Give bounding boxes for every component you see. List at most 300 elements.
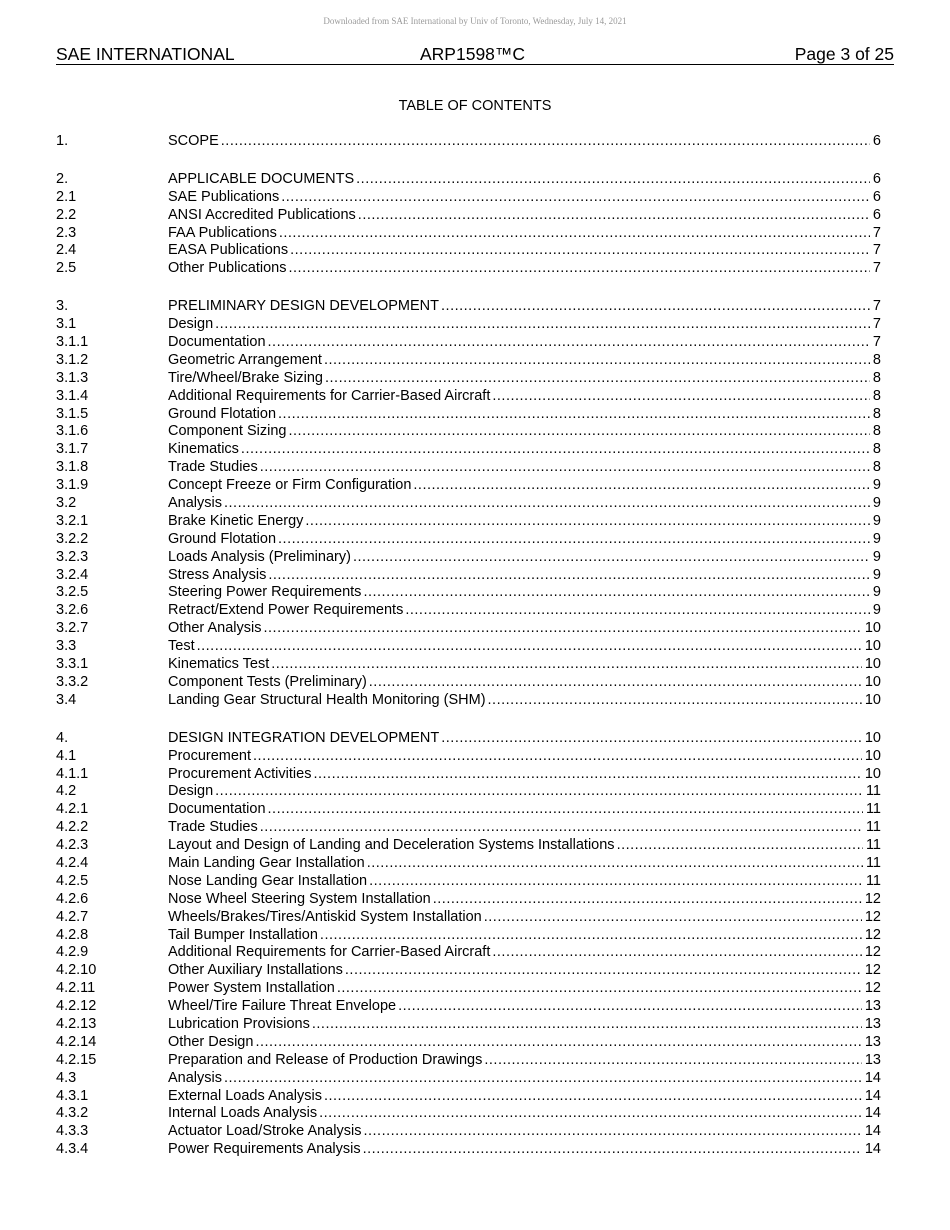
dot-leader [288,260,869,278]
toc-entry-line [168,406,881,424]
toc-entry-line [168,352,881,370]
toc-entry-line [168,801,881,819]
toc-entry-number: 2.1 [56,188,77,205]
toc-entry-number: 2.3 [56,224,77,241]
table-of-contents [56,133,881,1179]
toc-entry-number: 4.2.10 [56,962,97,979]
toc-entry-page: 10 [864,747,881,764]
toc-entry-title: Tire/Wheel/Brake Sizing [168,369,323,386]
toc-entry-title: Kinematics Test [168,656,270,673]
toc-entry-title: APPLICABLE DOCUMENTS [168,170,355,187]
toc-entry-line [168,837,881,855]
toc-section [56,730,881,1159]
toc-entry[interactable] [56,1141,881,1159]
toc-entry-number: 3.3 [56,638,77,655]
toc-entry-number: 3.2.5 [56,584,89,601]
toc-entry-page: 6 [872,188,881,205]
toc-entry[interactable] [56,692,881,710]
toc-entry-page: 12 [864,944,881,961]
toc-entry-page: 11 [865,872,881,889]
toc-entry[interactable] [56,730,881,748]
toc-entry[interactable] [56,998,881,1016]
toc-entry-title: Analysis [168,1069,222,1086]
dot-leader [398,998,862,1016]
toc-entry[interactable] [56,207,881,225]
toc-entry[interactable] [56,441,881,459]
toc-entry-title: ANSI Accredited Publications [168,206,356,223]
dot-leader [278,406,870,424]
toc-entry[interactable] [56,513,881,531]
toc-entry-page: 11 [865,783,881,800]
toc-entry-line [168,260,881,278]
toc-entry-page: 13 [864,1033,881,1050]
toc-entry-page: 14 [864,1087,881,1104]
toc-entry[interactable] [56,944,881,962]
dot-leader [279,225,870,243]
toc-entry-line [168,730,881,748]
toc-entry-title: Landing Gear Structural Health Monitoring (SHM) [168,691,486,708]
toc-entry[interactable] [56,584,881,602]
toc-entry-line [168,1141,881,1159]
toc-entry-page: 9 [872,566,881,583]
toc-entry-number: 4.2.1 [56,801,89,818]
dot-leader [367,855,863,873]
dot-leader [405,602,870,620]
toc-entry-title: Other Publications [168,260,287,277]
toc-entry[interactable] [56,766,881,784]
dot-leader [345,962,862,980]
toc-entry-page: 13 [864,1015,881,1032]
toc-entry-page: 10 [864,673,881,690]
toc-entry-title: Wheels/Brakes/Tires/Antiskid System Installation [168,908,482,925]
toc-entry-line [168,334,881,352]
toc-entry[interactable] [56,225,881,243]
toc-entry-page: 6 [872,206,881,223]
toc-entry-page: 8 [872,387,881,404]
toc-entry[interactable] [56,495,881,513]
toc-entry-page: 13 [864,1051,881,1068]
toc-entry-line [168,819,881,837]
toc-entry-line [168,133,881,151]
dot-leader [492,388,870,406]
toc-section [56,298,881,709]
toc-entry-number: 4.2.3 [56,837,89,854]
toc-entry-line [168,316,881,334]
toc-entry-line [168,207,881,225]
toc-entry-title: Lubrication Provisions [168,1015,310,1032]
toc-entry-number: 3.1.3 [56,369,89,386]
toc-entry-page: 10 [864,638,881,655]
dot-leader [363,584,869,602]
dot-leader [324,1088,862,1106]
toc-entry-page: 8 [872,459,881,476]
toc-entry[interactable] [56,783,881,801]
toc-entry-title: Kinematics [168,441,239,458]
toc-entry[interactable] [56,1123,881,1141]
toc-entry[interactable] [56,298,881,316]
toc-entry-number: 3.2.1 [56,512,89,529]
toc-entry[interactable] [56,837,881,855]
page-header [56,44,894,65]
toc-entry-line [168,927,881,945]
dot-leader [356,171,870,189]
toc-entry-page: 9 [872,477,881,494]
toc-entry-title: Design [168,783,214,800]
toc-entry-title: Trade Studies [168,819,258,836]
dot-leader [271,656,862,674]
toc-entry-title: SCOPE [168,133,219,149]
toc-entry-page: 8 [872,441,881,458]
toc-entry-number: 4.2.5 [56,872,89,889]
toc-entry-number: 4.2.11 [56,980,96,997]
dot-leader [441,730,862,748]
toc-entry-line [168,567,881,585]
toc-entry-title: Procurement [168,747,252,764]
toc-entry-number: 3.1.8 [56,459,89,476]
toc-entry[interactable] [56,531,881,549]
toc-entry-title: Other Analysis [168,620,262,637]
toc-entry[interactable] [56,567,881,585]
dot-leader [215,783,863,801]
dot-leader [337,980,862,998]
toc-entry-title: Tail Bumper Installation [168,926,318,943]
toc-entry-page: 10 [864,620,881,637]
toc-entry-number: 4.2.6 [56,890,89,907]
toc-entry[interactable] [56,406,881,424]
toc-entry[interactable] [56,602,881,620]
toc-entry-number: 3.1.9 [56,477,89,494]
toc-entry-title: Power System Installation [168,980,335,997]
toc-entry-page: 12 [864,890,881,907]
toc-entry-page: 9 [872,495,881,512]
toc-entry-line [168,998,881,1016]
toc-entry-title: Wheel/Tire Failure Threat Envelope [168,998,397,1015]
toc-entry[interactable] [56,459,881,477]
toc-entry-number: 2. [56,170,69,187]
toc-entry-line [168,783,881,801]
toc-entry-number: 4.3.4 [56,1141,89,1158]
toc-entry[interactable] [56,352,881,370]
dot-leader [353,549,870,567]
dot-leader [369,873,863,891]
toc-entry-number: 4.3.3 [56,1123,89,1140]
toc-entry-number: 3.1.2 [56,351,89,368]
toc-entry-line [168,531,881,549]
toc-entry-line [168,620,881,638]
toc-entry-number: 3.2.6 [56,602,89,619]
dot-leader [260,819,863,837]
toc-entry-title: Nose Wheel Steering System Installation [168,890,431,907]
toc-entry-title: Component Sizing [168,423,287,440]
toc-entry[interactable] [56,549,881,567]
toc-entry-number: 3.1.5 [56,405,89,422]
toc-entry-line [168,513,881,531]
toc-entry-line [168,674,881,692]
toc-entry-number: 3.1.4 [56,387,89,404]
toc-entry-line [168,748,881,766]
dot-leader [264,620,862,638]
toc-entry-line [168,477,881,495]
toc-title: TABLE OF CONTENTS [398,98,552,114]
toc-entry[interactable] [56,801,881,819]
toc-entry[interactable] [56,980,881,998]
toc-entry-page: 12 [864,926,881,943]
toc-entry[interactable] [56,1105,881,1123]
toc-entry-page: 14 [864,1069,881,1086]
toc-entry-page: 14 [864,1141,881,1158]
toc-entry[interactable] [56,927,881,945]
toc-entry-line [168,189,881,207]
toc-entry-page: 12 [864,980,881,997]
toc-entry-title: DESIGN INTEGRATION DEVELOPMENT [168,729,440,746]
organization-name: SAE INTERNATIONAL [56,44,235,64]
toc-entry-page: 7 [872,334,881,351]
toc-entry-page: 9 [872,512,881,529]
toc-entry[interactable] [56,133,881,151]
toc-entry-number: 3.4 [56,691,77,708]
dot-leader [488,692,862,710]
dot-leader [255,1034,861,1052]
toc-section [56,133,881,151]
toc-entry-page: 9 [872,602,881,619]
dot-leader [320,927,862,945]
toc-entry-title: Other Design [168,1033,254,1050]
toc-entry-title: Actuator Load/Stroke Analysis [168,1123,362,1140]
toc-entry-title: Component Tests (Preliminary) [168,673,367,690]
toc-entry-line [168,1034,881,1052]
toc-entry-number: 4.2.13 [56,1015,97,1032]
toc-entry-title: Stress Analysis [168,566,267,583]
toc-entry-line [168,1088,881,1106]
dot-leader [268,334,870,352]
toc-entry-number: 4.2.8 [56,926,89,943]
toc-entry-page: 10 [864,765,881,782]
toc-entry-number: 4. [56,729,69,746]
dot-leader [197,638,862,656]
toc-entry-line [168,766,881,784]
toc-entry-title: Loads Analysis (Preliminary) [168,548,351,565]
toc-entry-title: Brake Kinetic Energy [168,512,304,529]
toc-entry[interactable] [56,171,881,189]
toc-entry[interactable] [56,1016,881,1034]
toc-entry[interactable] [56,370,881,388]
dot-leader [278,531,870,549]
toc-entry-title: Layout and Design of Landing and Deceleration Systems Installations [168,837,615,854]
toc-entry-title: Power Requirements Analysis [168,1141,361,1158]
toc-section [56,171,881,278]
toc-entry-page: 10 [864,656,881,673]
toc-entry-title: Ground Flotation [168,405,277,422]
toc-entry[interactable] [56,334,881,352]
toc-entry-title: Analysis [168,495,222,512]
toc-entry-title: Concept Freeze or Firm Configuration [168,477,412,494]
toc-entry-title: Internal Loads Analysis [168,1105,318,1122]
toc-entry-page: 8 [872,423,881,440]
toc-entry-page: 12 [864,962,881,979]
toc-entry-page: 11 [865,801,881,818]
dot-leader [224,1070,862,1088]
toc-entry[interactable] [56,891,881,909]
dot-leader [289,423,870,441]
toc-entry-title: Additional Requirements for Carrier-Based Aircraft [168,387,491,404]
toc-entry-number: 3.3.1 [56,656,89,673]
toc-entry-line [168,171,881,189]
toc-entry-title: PRELIMINARY DESIGN DEVELOPMENT [168,298,440,315]
dot-leader [319,1105,862,1123]
toc-entry-page: 11 [865,837,881,854]
dot-leader [441,298,870,316]
toc-entry[interactable] [56,656,881,674]
toc-entry-number: 3.2.4 [56,566,89,583]
toc-entry-page: 12 [864,908,881,925]
toc-entry-number: 1. [56,133,69,149]
toc-entry[interactable] [56,855,881,873]
dot-leader [290,242,870,260]
toc-entry[interactable] [56,1070,881,1088]
toc-entry-title: Other Auxiliary Installations [168,962,343,979]
toc-entry[interactable] [56,388,881,406]
toc-entry[interactable] [56,873,881,891]
toc-entry-number: 3.2.2 [56,530,89,547]
toc-entry-line [168,909,881,927]
toc-entry-line [168,962,881,980]
toc-entry-number: 4.2.15 [56,1051,97,1068]
dot-leader [305,513,870,531]
toc-entry-title: Preparation and Release of Production Drawings [168,1051,483,1068]
toc-entry-title: Nose Landing Gear Installation [168,872,368,889]
toc-entry[interactable] [56,477,881,495]
toc-entry[interactable] [56,909,881,927]
dot-leader [617,837,863,855]
toc-entry-title: Test [168,638,195,655]
dot-leader [369,674,862,692]
dot-leader [268,801,863,819]
toc-entry-title: Trade Studies [168,459,258,476]
toc-entry-number: 4.2.7 [56,908,89,925]
toc-entry[interactable] [56,962,881,980]
toc-entry-title: Steering Power Requirements [168,584,362,601]
toc-entry-title: Geometric Arrangement [168,351,322,368]
toc-entry[interactable] [56,638,881,656]
toc-entry-page: 8 [872,351,881,368]
toc-entry-page: 6 [872,170,881,187]
toc-entry-line [168,891,881,909]
toc-entry[interactable] [56,316,881,334]
dot-leader [260,459,870,477]
toc-entry-page: 11 [865,854,881,871]
toc-entry-number: 4.3.1 [56,1087,89,1104]
toc-entry-line [168,423,881,441]
dot-leader [492,944,862,962]
toc-entry[interactable] [56,1034,881,1052]
toc-entry[interactable] [56,819,881,837]
toc-entry-page: 10 [864,691,881,708]
page-number: Page 3 of 25 [794,44,894,64]
toc-entry-line [168,1016,881,1034]
toc-entry-number: 4.2 [56,783,77,800]
toc-entry[interactable] [56,748,881,766]
toc-entry-line [168,1052,881,1070]
toc-entry-page: 14 [864,1105,881,1122]
dot-leader [363,1123,861,1141]
toc-entry-number: 2.2 [56,206,77,223]
toc-entry-line [168,225,881,243]
toc-entry-number: 4.3 [56,1069,77,1086]
toc-entry[interactable] [56,1052,881,1070]
toc-entry-page: 14 [864,1123,881,1140]
toc-entry-number: 4.1.1 [56,765,89,782]
dot-leader [358,207,870,225]
toc-entry-title: Design [168,316,214,333]
toc-entry-line [168,495,881,513]
toc-entry-number: 2.4 [56,242,77,259]
toc-entry-page: 8 [872,405,881,422]
toc-entry[interactable] [56,1088,881,1106]
toc-entry-page: 9 [872,584,881,601]
dot-leader [324,352,870,370]
toc-entry-page: 9 [872,530,881,547]
toc-entry-number: 3.2.7 [56,620,89,637]
toc-entry[interactable] [56,242,881,260]
toc-entry-number: 3.1.6 [56,423,89,440]
toc-entry-title: Procurement Activities [168,765,312,782]
toc-entry-page: 7 [872,224,881,241]
toc-entry-title: Main Landing Gear Installation [168,854,365,871]
toc-entry-number: 3.2.3 [56,548,89,565]
toc-entry-line [168,692,881,710]
toc-entry-number: 4.2.4 [56,854,89,871]
dot-leader [215,316,870,334]
toc-entry-line [168,980,881,998]
toc-entry-page: 13 [864,998,881,1015]
toc-entry-title: External Loads Analysis [168,1087,322,1104]
dot-leader [268,567,870,585]
toc-entry-line [168,242,881,260]
toc-entry-line [168,459,881,477]
toc-entry-number: 2.5 [56,260,77,277]
toc-entry-page: 7 [872,298,881,315]
toc-entry-title: Documentation [168,334,266,351]
dot-leader [433,891,862,909]
dot-leader [484,1052,862,1070]
toc-entry-title: Retract/Extend Power Requirements [168,602,404,619]
toc-entry-number: 4.2.2 [56,819,89,836]
toc-entry[interactable] [56,260,881,278]
toc-entry-page: 8 [872,369,881,386]
dot-leader [253,748,862,766]
toc-entry-number: 4.3.2 [56,1105,89,1122]
toc-entry-line [168,1123,881,1141]
toc-entry-number: 3.2 [56,495,77,512]
toc-entry[interactable] [56,674,881,692]
toc-entry-number: 4.2.12 [56,998,97,1015]
toc-entry-page: 6 [872,133,881,149]
toc-entry[interactable] [56,620,881,638]
toc-entry-line [168,1070,881,1088]
toc-entry[interactable] [56,189,881,207]
toc-entry-title: Ground Flotation [168,530,277,547]
toc-entry-page: 10 [864,729,881,746]
document-id: ARP1598™C [420,44,526,64]
dot-leader [221,133,870,151]
dot-leader [313,766,861,784]
toc-entry-title: Documentation [168,801,266,818]
toc-entry-title: Additional Requirements for Carrier-Based Aircraft [168,944,491,961]
toc-entry-line [168,656,881,674]
toc-entry[interactable] [56,423,881,441]
toc-entry-line [168,855,881,873]
download-watermark: Downloaded from SAE International by Univ of Toronto, Wednesday, July 14, 2021 [323,16,627,26]
